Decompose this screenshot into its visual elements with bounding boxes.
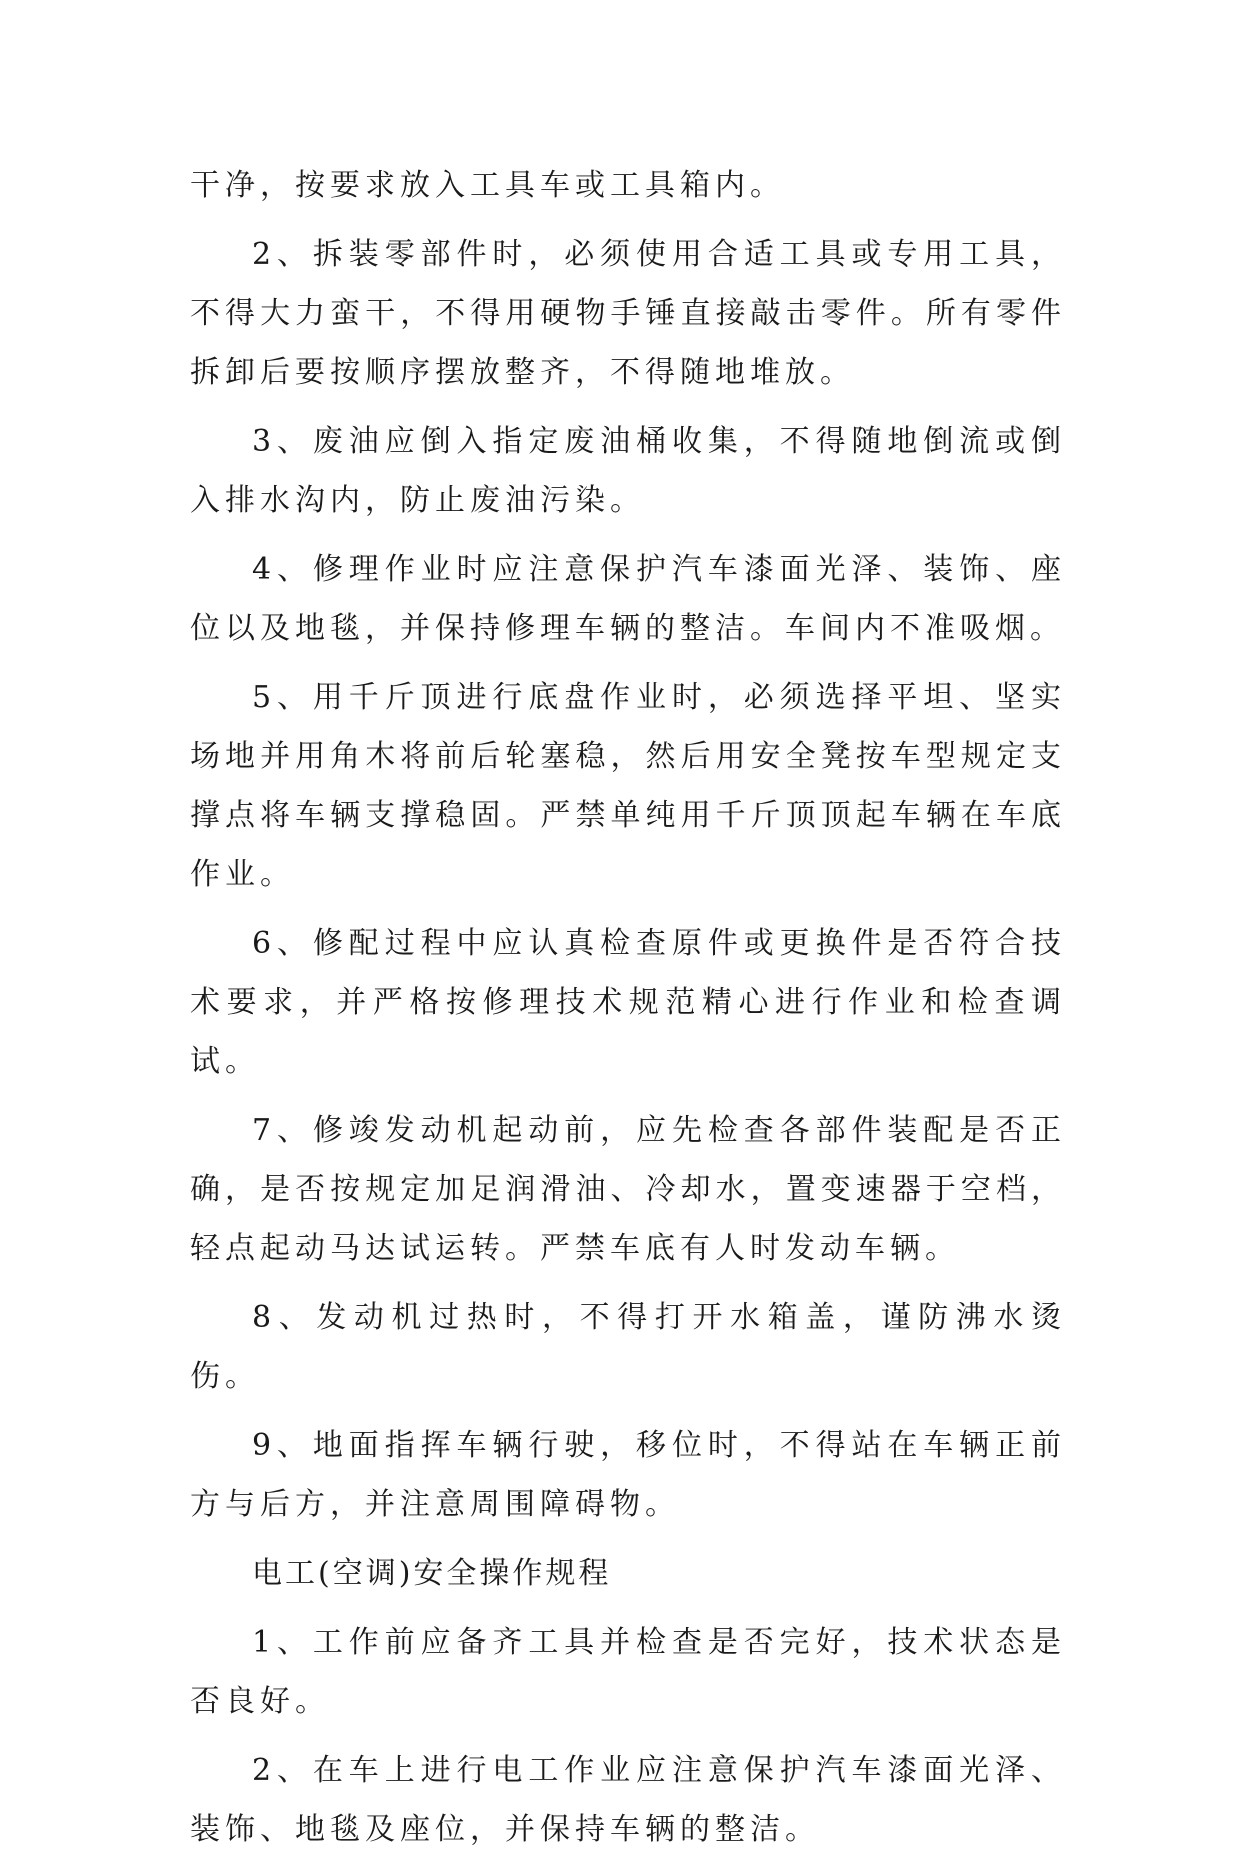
paragraph [190,412,1066,530]
paragraph [190,1101,1066,1278]
text-line: 饰、地毯及座位，并保持车辆的整洁。 [225,1812,820,1847]
paragraph [190,668,1066,904]
paragraph [190,156,1066,215]
text-line: 6、修配过程中应认真检查原件或更换件是否符合技术 [190,926,1066,1020]
text-line: 7、修竣发动机起动前，应先检查各部件装配是否正确， [190,1113,1066,1207]
text-line: 1、工作前应备齐工具并检查是否完好，技术状态是否 [190,1625,1066,1719]
text-line: 5、用千斤顶进行底盘作业时，必须选择平坦、坚实场 [190,680,1066,774]
text-line: 将车辆支撑稳固。严禁单纯用千斤顶顶起车辆在车底作业。 [190,798,1067,892]
paragraph [190,1288,1066,1406]
text-line: 与后方，并注意周围障碍物。 [225,1487,680,1522]
text-line: 良好。 [225,1684,330,1719]
text-line: 排水沟内，防止废油污染。 [225,483,645,518]
text-line: 8、发动机过热时，不得打开水箱盖，谨防沸水烫伤。 [190,1300,1066,1394]
text-line: 9、地面指挥车辆行驶，移位时，不得站在车辆正前方 [190,1428,1066,1522]
paragraph [190,1416,1066,1534]
paragraph [190,1741,1066,1859]
text-line: 干净，按要求放入工具车或工具箱内。 [190,168,785,203]
text-line: 4、修理作业时应注意保护汽车漆面光泽、装饰、座位 [190,552,1066,646]
text-line: 2、在车上进行电工作业应注意保护汽车漆面光泽、装 [190,1753,1066,1847]
paragraph [190,225,1066,402]
text-line: 动马达试运转。严禁车底有人时发动车辆。 [295,1231,960,1266]
section-heading [190,1544,1066,1603]
text-line: 地并用角木将前后轮塞稳，然后用安全凳按车型规定支撑点 [190,739,1067,833]
text-line: 以及地毯，并保持修理车辆的整洁。车间内不准吸烟。 [225,611,1065,646]
text-line: 电工(空调)安全操作规程 [252,1556,612,1591]
text-line: 要求，并严格按修理技术规范精心进行作业和检查调试。 [190,985,1067,1079]
text-line: 2、拆装零部件时，必须使用合适工具或专用工具，不 [190,237,1066,331]
paragraph [190,1613,1066,1731]
text-line: 是否按规定加足润滑油、冷却水，置变速器于空档，轻点起 [190,1172,1067,1266]
text-line: 得大力蛮干，不得用硬物手锤直接敲击零件。所有零件拆卸 [190,296,1067,390]
document-body [190,156,1066,1869]
text-line: 3、废油应倒入指定废油桶收集，不得随地倒流或倒入 [190,424,1066,518]
text-line: 后要按顺序摆放整齐，不得随地堆放。 [260,355,855,390]
paragraph [190,914,1066,1091]
paragraph [190,540,1066,658]
